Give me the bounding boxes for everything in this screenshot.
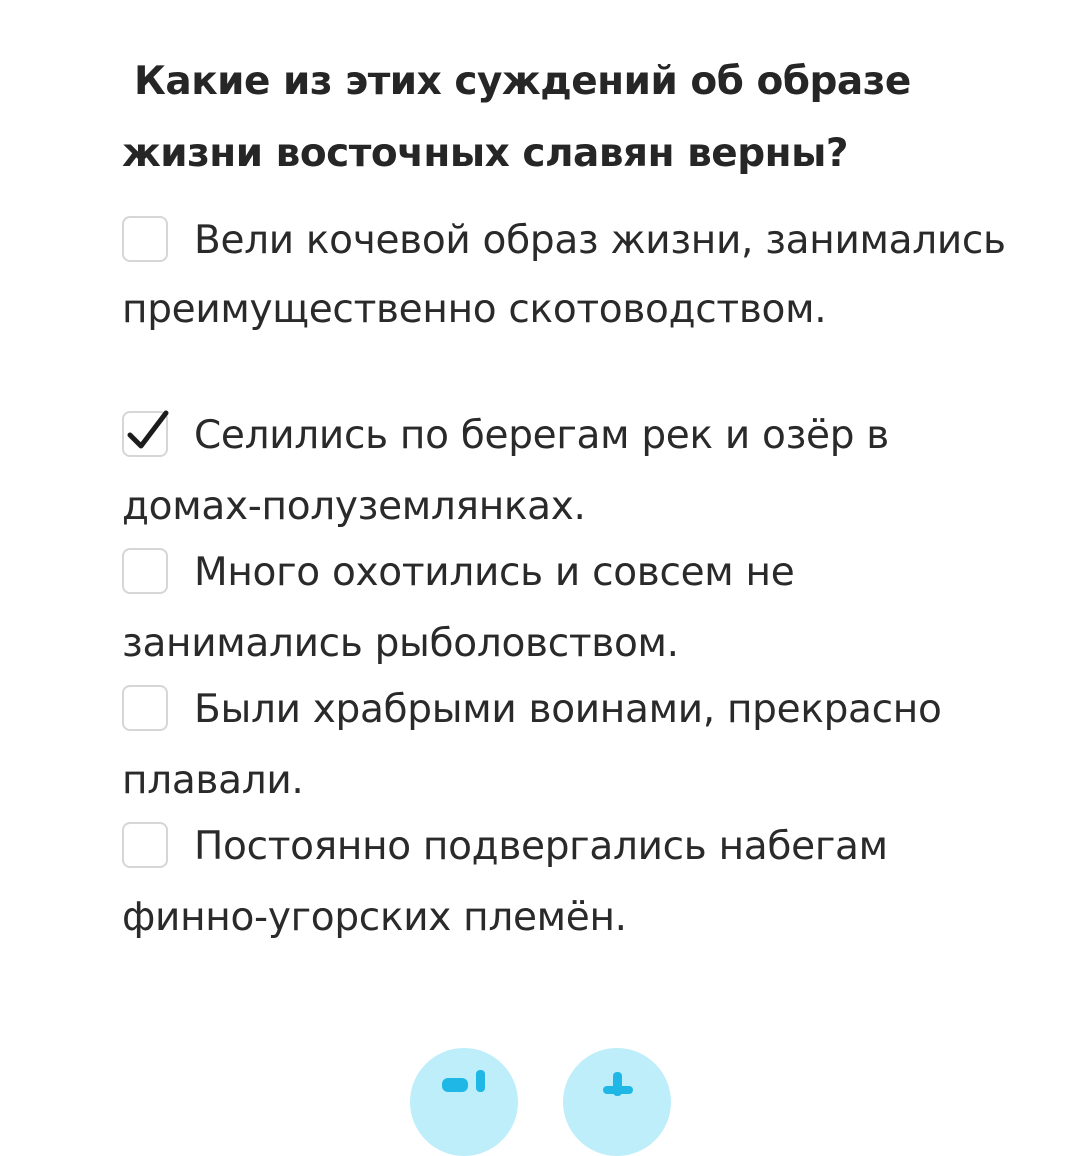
question-text: Какие из этих суждений об образе жизни восточных славян верны? [122,59,911,176]
answer-option-1[interactable] [122,210,1022,348]
option-4-checkbox[interactable] [122,685,168,731]
option-2-checkbox[interactable] [122,411,168,457]
option-1-label: Вели кочевой образ жизни, занимались преимущественно скотоводством. [122,218,1006,332]
fab-button-right[interactable] [563,1048,671,1156]
answer-option-2[interactable] [122,404,1022,546]
option-5-label: Постоянно подвергались набегам финно-угорских племён. [122,824,888,940]
check-icon [126,405,172,455]
option-3-checkbox[interactable] [122,548,168,594]
option-5-checkbox[interactable] [122,822,168,868]
option-4-label: Были храбрыми воинами, прекрасно плавали. [122,687,942,803]
answer-option-5[interactable] [122,815,1022,957]
option-3-label: Много охотились и совсем не занимались рыболовством. [122,550,795,666]
answer-option-3[interactable] [122,541,1022,683]
fab-button-left[interactable] [410,1048,518,1156]
action-icon [442,1078,468,1092]
option-2-label: Селились по берегам рек и озёр в домах-полуземлянках. [122,413,889,529]
action-icon-part [476,1070,485,1092]
answer-option-4[interactable] [122,678,1022,820]
option-1-checkbox[interactable] [122,216,168,262]
